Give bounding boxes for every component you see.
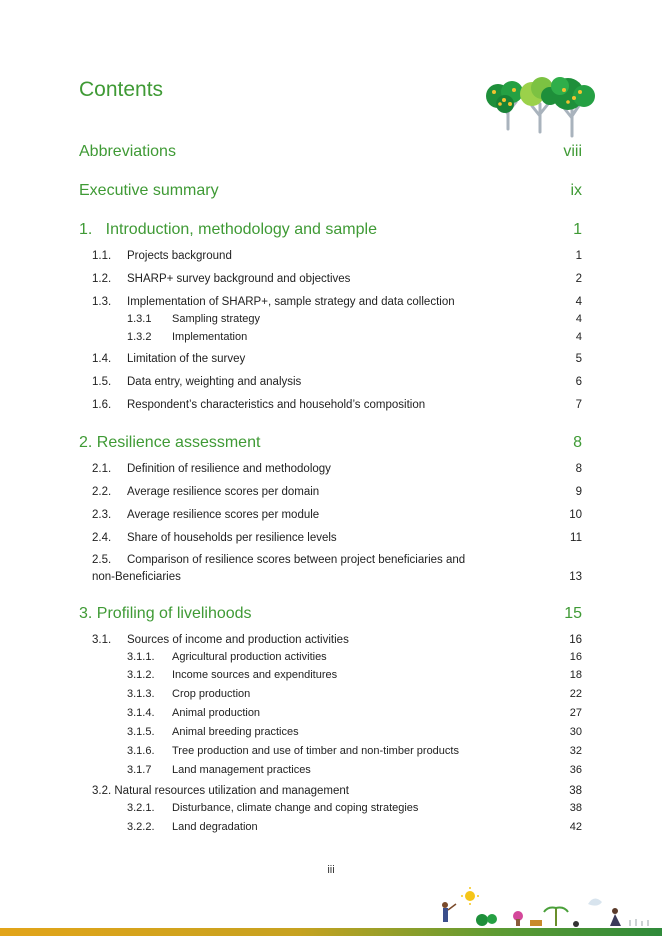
- toc-entry-text: SHARP+ survey background and objectives: [127, 273, 351, 285]
- toc-entry-text: Agricultural production activities: [172, 651, 327, 663]
- page-number: iii: [327, 864, 335, 876]
- toc-entry-text: Animal production: [172, 707, 261, 719]
- toc-page-number: 32: [569, 745, 582, 757]
- toc-section-label: 3. Profiling of livelihoods: [79, 605, 252, 622]
- toc-subentry[interactable]: [127, 313, 582, 328]
- toc-entry[interactable]: [92, 399, 582, 415]
- toc-page-number: 1: [573, 221, 582, 238]
- toc-subentry[interactable]: [127, 802, 582, 817]
- toc-entry-number: 3.2.2.: [127, 821, 155, 833]
- toc-entry-text: Animal breeding practices: [172, 726, 299, 738]
- toc-entry[interactable]: [92, 634, 582, 650]
- toc-page-number: 7: [575, 399, 582, 411]
- toc-entry[interactable]: [92, 554, 582, 588]
- toc-entry-text: Share of households per resilience levels: [127, 532, 337, 544]
- toc-entry[interactable]: [92, 376, 582, 392]
- toc-entry-number: 1.3.2: [127, 331, 152, 343]
- toc-subentry[interactable]: [127, 726, 582, 741]
- toc-entry-number: 1.2.: [92, 273, 112, 285]
- toc-section-abbreviations[interactable]: [79, 143, 582, 163]
- toc-entry-number: 1.1.: [92, 250, 112, 262]
- toc-entry-number: 3.1.4.: [127, 707, 155, 719]
- toc-page-number: 36: [569, 764, 582, 776]
- toc-entry-text: Limitation of the survey: [127, 353, 246, 365]
- toc-entry-text: Implementation of SHARP+, sample strategy and data collection: [127, 296, 455, 308]
- toc-entry[interactable]: [92, 296, 582, 312]
- toc-entry-number: 3.1.2.: [127, 669, 155, 681]
- toc-section-label: 2. Resilience assessment: [79, 434, 261, 451]
- toc-subentry[interactable]: [127, 688, 582, 703]
- page-title: Contents: [79, 78, 164, 101]
- toc-entry-text: Land degradation: [172, 821, 258, 833]
- toc-entry[interactable]: [92, 273, 582, 289]
- toc-entry-number: 1.5.: [92, 376, 112, 388]
- toc-entry-number: 3.2.1.: [127, 802, 155, 814]
- toc-entry-text-continued: non-Beneficiaries: [92, 571, 181, 583]
- toc-section-label: Abbreviations: [79, 143, 176, 160]
- toc-page-number: 27: [569, 707, 582, 719]
- toc-entry-number: 3.1.3.: [127, 688, 155, 700]
- toc-subentry[interactable]: [127, 707, 582, 722]
- toc-page-number: 4: [575, 296, 582, 308]
- toc-entry-number: 1.6.: [92, 399, 112, 411]
- toc-subentry[interactable]: [127, 745, 582, 760]
- toc-entry-number: 1.3.1: [127, 313, 152, 325]
- footer-color-bar: [0, 928, 662, 936]
- toc-entry-text: 3.2. Natural resources utilization and management: [92, 785, 349, 797]
- toc-page-number: 6: [575, 376, 582, 388]
- toc-page-number: 15: [564, 605, 582, 622]
- toc-page-number: 5: [575, 353, 582, 365]
- toc-page-number: 16: [569, 634, 582, 646]
- toc-entry-text: Land management practices: [172, 764, 311, 776]
- toc-section-executive-summary[interactable]: [79, 182, 582, 202]
- toc-page-number: 38: [569, 785, 582, 797]
- toc-page-number: 42: [569, 821, 582, 833]
- toc-entry-number: 2.3.: [92, 509, 112, 521]
- toc-page-number: 11: [570, 532, 582, 544]
- trees-illustration-icon: [480, 74, 600, 140]
- toc-entry-number: 3.1.7: [127, 764, 152, 776]
- toc-page-number: 16: [569, 651, 582, 663]
- toc-section-label: 1. Introduction, methodology and sample: [79, 221, 377, 238]
- toc-entry-text: Income sources and expenditures: [172, 669, 338, 681]
- toc-entry-text: Sources of income and production activities: [127, 634, 349, 646]
- toc-entry[interactable]: [92, 532, 582, 548]
- toc-page-number: viii: [563, 143, 582, 160]
- toc-entry-number: 2.2.: [92, 486, 112, 498]
- toc-subentry[interactable]: [127, 821, 582, 836]
- toc-entry[interactable]: [92, 463, 582, 479]
- toc-entry-text: Implementation: [172, 331, 248, 343]
- toc-entry-number: 1.3.: [92, 296, 112, 308]
- toc-page-number: 2: [575, 273, 582, 285]
- toc-entry-text: Crop production: [172, 688, 251, 700]
- toc-section-introduction[interactable]: [79, 221, 582, 241]
- toc-entry-number: 2.1.: [92, 463, 112, 475]
- toc-entry-number: 3.1.6.: [127, 745, 155, 757]
- toc-page-number: 1: [575, 250, 582, 262]
- toc-entry-text: Projects background: [127, 250, 232, 262]
- toc-subentry[interactable]: [127, 331, 582, 346]
- toc-entry[interactable]: [92, 250, 582, 266]
- toc-entry-text: Tree production and use of timber and non-timber products: [172, 745, 459, 757]
- toc-entry[interactable]: [92, 486, 582, 502]
- toc-section-label: Executive summary: [79, 182, 219, 199]
- toc-page-number: 9: [575, 486, 582, 498]
- toc-entry-text: Disturbance, climate change and coping strategies: [172, 802, 419, 814]
- toc-entry-number: 3.1.1.: [127, 651, 155, 663]
- toc-page-number: 30: [569, 726, 582, 738]
- toc-page-number: 8: [573, 434, 582, 451]
- toc-entry[interactable]: [92, 509, 582, 525]
- footer-illustration-icon: [430, 886, 662, 930]
- toc-page-number: 10: [569, 509, 582, 521]
- toc-entry-text: Sampling strategy: [172, 313, 261, 325]
- toc-subentry[interactable]: [127, 764, 582, 779]
- toc-page-number: ix: [570, 182, 582, 199]
- toc-entry-text: Average resilience scores per domain: [127, 486, 320, 498]
- toc-entry-number: 2.4.: [92, 532, 112, 544]
- toc-entry-number: 1.4.: [92, 353, 112, 365]
- toc-page-number: 4: [575, 313, 582, 325]
- toc-page-number: 22: [569, 688, 582, 700]
- toc-entry-text: Average resilience scores per module: [127, 509, 320, 521]
- toc-entry-text: Data entry, weighting and analysis: [127, 376, 302, 388]
- toc-subentry[interactable]: [127, 669, 582, 684]
- toc-page-number: 38: [569, 802, 582, 814]
- toc-entry[interactable]: [92, 353, 582, 369]
- toc-page-number: 13: [569, 571, 582, 583]
- toc-entry-number: 2.5.: [92, 554, 112, 566]
- toc-entry-text: Respondent’s characteristics and household’s composition: [127, 399, 426, 411]
- toc-page-number: 18: [569, 669, 582, 681]
- toc-section-resilience-assessment[interactable]: [79, 434, 582, 454]
- toc-page-number: 4: [575, 331, 582, 343]
- toc-page-number: 8: [575, 463, 582, 475]
- toc-section-profiling-livelihoods[interactable]: [79, 605, 582, 625]
- toc-entry-text: Definition of resilience and methodology: [127, 463, 331, 475]
- toc-entry-text: Comparison of resilience scores between project beneficiaries and: [127, 554, 466, 566]
- toc-entry-number: 3.1.: [92, 634, 112, 646]
- toc-subentry[interactable]: [127, 651, 582, 666]
- toc-entry[interactable]: [92, 785, 582, 801]
- toc-entry-number: 3.1.5.: [127, 726, 155, 738]
